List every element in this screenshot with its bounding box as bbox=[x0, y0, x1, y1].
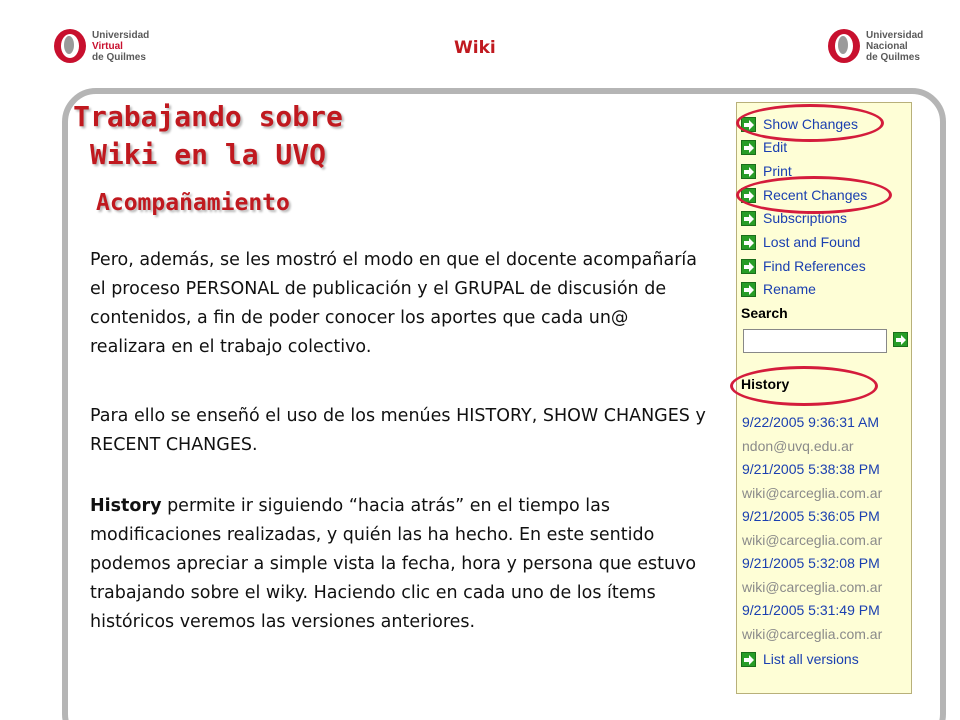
menu-edit-label[interactable]: Edit bbox=[763, 139, 788, 155]
history-entry-user: wiki@carceglia.com.ar bbox=[742, 532, 883, 548]
university-logo-icon bbox=[52, 28, 88, 64]
menu-rename-label[interactable]: Rename bbox=[763, 281, 816, 297]
menu-print-label[interactable]: Print bbox=[763, 163, 792, 179]
slide-title-line1: Trabajando sobre bbox=[73, 100, 343, 133]
paragraph-accompaniment: Pero, además, se les mostró el modo en que el docente acompañaría el proceso PERSONAL de publicación y el GRUPAL de discusión de contenidos, a fin de poder conocer los aportes que cada un@ realizara en el trabajo colectivo. bbox=[90, 250, 697, 357]
history-entry-date[interactable]: 9/21/2005 5:31:49 PM bbox=[742, 602, 880, 618]
menu-find-references-label[interactable]: Find References bbox=[763, 258, 866, 274]
history-entry-user: ndon@uvq.edu.ar bbox=[742, 438, 854, 454]
history-entry-date[interactable]: 9/21/2005 5:38:38 PM bbox=[742, 461, 880, 477]
arrow-right-icon bbox=[741, 259, 756, 274]
arrow-right-icon bbox=[741, 652, 756, 667]
history-heading: History bbox=[741, 376, 790, 392]
history-description: permite ir siguiendo “hacia atrás” en el tiempo las modificaciones realizadas, y quién las ha hecho. En este sentido podemos apreciar a simple vista la fecha, hora y persona que estuvo trabajando sobre el wiky. Haciendo clic en cada uno de los ítems históricos veremos las versiones anteriores. bbox=[90, 496, 697, 632]
paragraph-menus: Para ello se enseñó el uso de los menúes HISTORY, SHOW CHANGES y RECENT CHANGES. bbox=[90, 406, 706, 455]
history-term: History bbox=[90, 496, 162, 516]
menu-edit[interactable] bbox=[741, 138, 787, 156]
slide-subtitle: Acompañamiento bbox=[96, 190, 290, 216]
history-entry-user: wiki@carceglia.com.ar bbox=[742, 485, 883, 501]
menu-subscriptions-label[interactable]: Subscriptions bbox=[763, 210, 848, 226]
paragraph-history bbox=[90, 492, 706, 637]
logo-right-line1: Universidad bbox=[866, 29, 924, 41]
university-logo-icon bbox=[826, 28, 862, 64]
logo-left-line1: Universidad bbox=[92, 29, 150, 41]
history-entry-date[interactable]: 9/22/2005 9:36:31 AM bbox=[742, 414, 879, 430]
uvq-logo bbox=[52, 28, 149, 64]
arrow-right-icon bbox=[741, 164, 756, 179]
arrow-right-icon bbox=[741, 140, 756, 155]
history-entry-date[interactable]: 9/21/2005 5:36:05 PM bbox=[742, 508, 880, 524]
header-title: Wiki bbox=[454, 38, 496, 58]
search-heading: Search bbox=[741, 305, 788, 321]
menu-lost-and-found[interactable] bbox=[741, 233, 860, 251]
logo-right-line2: Nacional bbox=[866, 40, 908, 52]
search-go-button[interactable] bbox=[893, 332, 908, 347]
unq-logo bbox=[826, 28, 923, 64]
menu-recent-changes-label[interactable]: Recent Changes bbox=[763, 187, 868, 203]
highlight-ring-recent-changes bbox=[736, 176, 892, 214]
menu-rename[interactable] bbox=[741, 280, 816, 298]
list-all-versions[interactable] bbox=[741, 650, 859, 668]
menu-show-changes-label[interactable]: Show Changes bbox=[763, 116, 858, 132]
menu-find-references[interactable] bbox=[741, 257, 866, 275]
history-entry-user: wiki@carceglia.com.ar bbox=[742, 579, 883, 595]
logo-right-line3: de Quilmes bbox=[866, 51, 920, 63]
arrow-right-icon bbox=[741, 211, 756, 226]
slide-title-line2: Wiki en la UVQ bbox=[89, 138, 326, 171]
menu-lost-and-found-label[interactable]: Lost and Found bbox=[763, 234, 861, 250]
history-entry-user: wiki@carceglia.com.ar bbox=[742, 626, 883, 642]
highlight-ring-history bbox=[730, 366, 878, 406]
arrow-right-icon bbox=[741, 282, 756, 297]
logo-left-line3: de Quilmes bbox=[92, 51, 146, 63]
history-entry-date[interactable]: 9/21/2005 5:32:08 PM bbox=[742, 555, 880, 571]
highlight-ring-show-changes bbox=[736, 104, 884, 142]
slide-title bbox=[60, 98, 356, 174]
arrow-right-icon bbox=[741, 235, 756, 250]
list-all-versions-label[interactable]: List all versions bbox=[763, 651, 859, 667]
logo-left-line2: Virtual bbox=[92, 40, 123, 52]
search-input[interactable] bbox=[743, 329, 887, 353]
